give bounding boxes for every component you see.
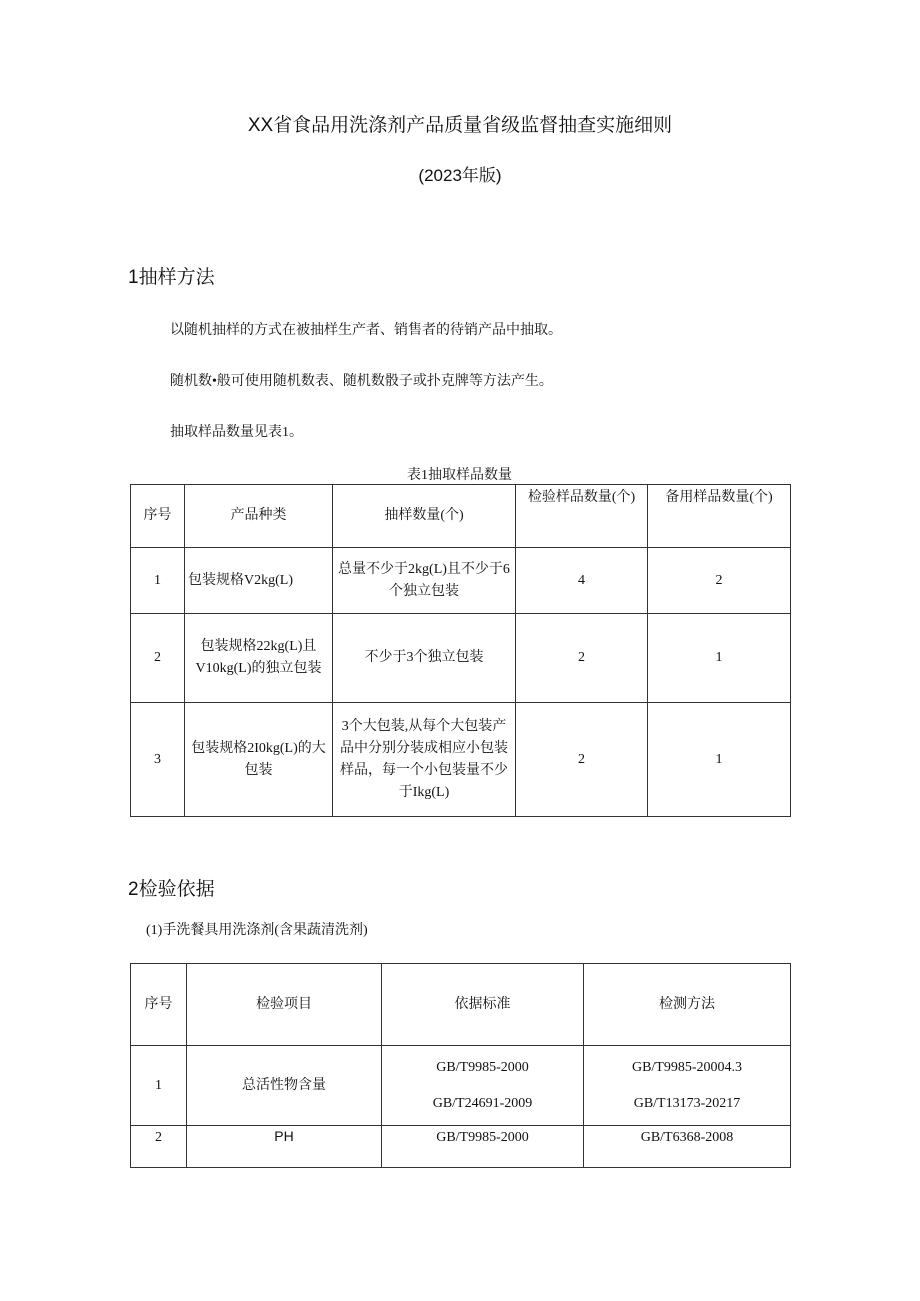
- header-cell: 备用样品数量(个): [648, 485, 791, 548]
- table-row: [131, 703, 791, 817]
- table-cell: 不少于3个独立包装: [333, 614, 516, 703]
- table-cell: 包装规格2I0kg(L)的大包装: [185, 703, 333, 817]
- table-cell: 3个大包装,从每个大包装产品中分别分装成相应小包装样品，每一个小包装量不少于Ikg(L): [333, 703, 516, 817]
- header-cell: 检测方法: [584, 964, 791, 1046]
- method-line: GB/T9985-20004.3: [631, 1059, 743, 1075]
- table-row: [131, 614, 791, 703]
- header-cell: 序号: [131, 485, 185, 548]
- standard-line: GB/T9985-2000: [436, 1059, 529, 1075]
- table-row: [131, 1046, 791, 1126]
- table-cell: GB/T6368-2008: [584, 1126, 791, 1168]
- table-row: [131, 1126, 791, 1168]
- table-caption: 表1抽取样品数量: [407, 468, 512, 483]
- section-2-heading: 2检验依据: [128, 879, 215, 900]
- header-cell: 抽样数量(个): [333, 485, 516, 548]
- table-header-row: [131, 964, 791, 1046]
- table-cell: 1: [648, 703, 791, 817]
- table-cell: 2: [516, 614, 648, 703]
- sub-heading: (1)手洗餐具用洗涤剂(含果蔬清洗剂): [146, 923, 368, 938]
- document-subtitle: (2023年版): [418, 166, 502, 185]
- table-cell: 包装规格V2kg(L): [185, 548, 333, 614]
- table-cell: 1: [131, 1046, 187, 1126]
- table-cell: 2: [648, 548, 791, 614]
- table-cell: 1: [648, 614, 791, 703]
- table-cell: 2: [516, 703, 648, 817]
- header-cell: 检验项目: [187, 964, 382, 1046]
- header-cell: 依据标准: [382, 964, 584, 1046]
- table-row: [131, 548, 791, 614]
- table-cell: PH: [187, 1126, 382, 1168]
- paragraph: 以随机抽样的方式在被抽样生产者、销售者的待销产品中抽取。: [170, 323, 562, 338]
- paragraph: 抽取样品数量见表1。: [170, 425, 303, 440]
- table-cell: [584, 1046, 791, 1126]
- document-title: XX省食品用洗涤剂产品质量省级监督抽查实施细则: [247, 115, 673, 136]
- table-cell: 1: [131, 548, 185, 614]
- standard-line: GB/T24691-2009: [432, 1095, 533, 1111]
- table-cell: [382, 1046, 584, 1126]
- header-cell: 产品种类: [185, 485, 333, 548]
- paragraph: 随机数•般可使用随机数表、随机数骰子或扑克牌等方法产生。: [170, 374, 553, 389]
- table-cell: 2: [131, 614, 185, 703]
- inspection-basis-table: [130, 963, 791, 1168]
- table-cell: 2: [131, 1126, 187, 1168]
- section-1-heading: 1抽样方法: [128, 267, 215, 288]
- header-cell: 检验样品数量(个): [516, 485, 648, 548]
- sample-quantity-table: [130, 484, 791, 817]
- table-cell: 总活性物含量: [187, 1046, 382, 1126]
- table-cell: 4: [516, 548, 648, 614]
- method-line: GB/T13173-20217: [633, 1095, 741, 1111]
- table-cell: GB/T9985-2000: [382, 1126, 584, 1168]
- table-cell: 3: [131, 703, 185, 817]
- header-cell: 序号: [131, 964, 187, 1046]
- table-cell: 包装规格22kg(L)且V10kg(L)的独立包装: [185, 614, 333, 703]
- table-header-row: [131, 485, 791, 548]
- table-cell: 总量不少于2kg(L)且不少于6个独立包装: [333, 548, 516, 614]
